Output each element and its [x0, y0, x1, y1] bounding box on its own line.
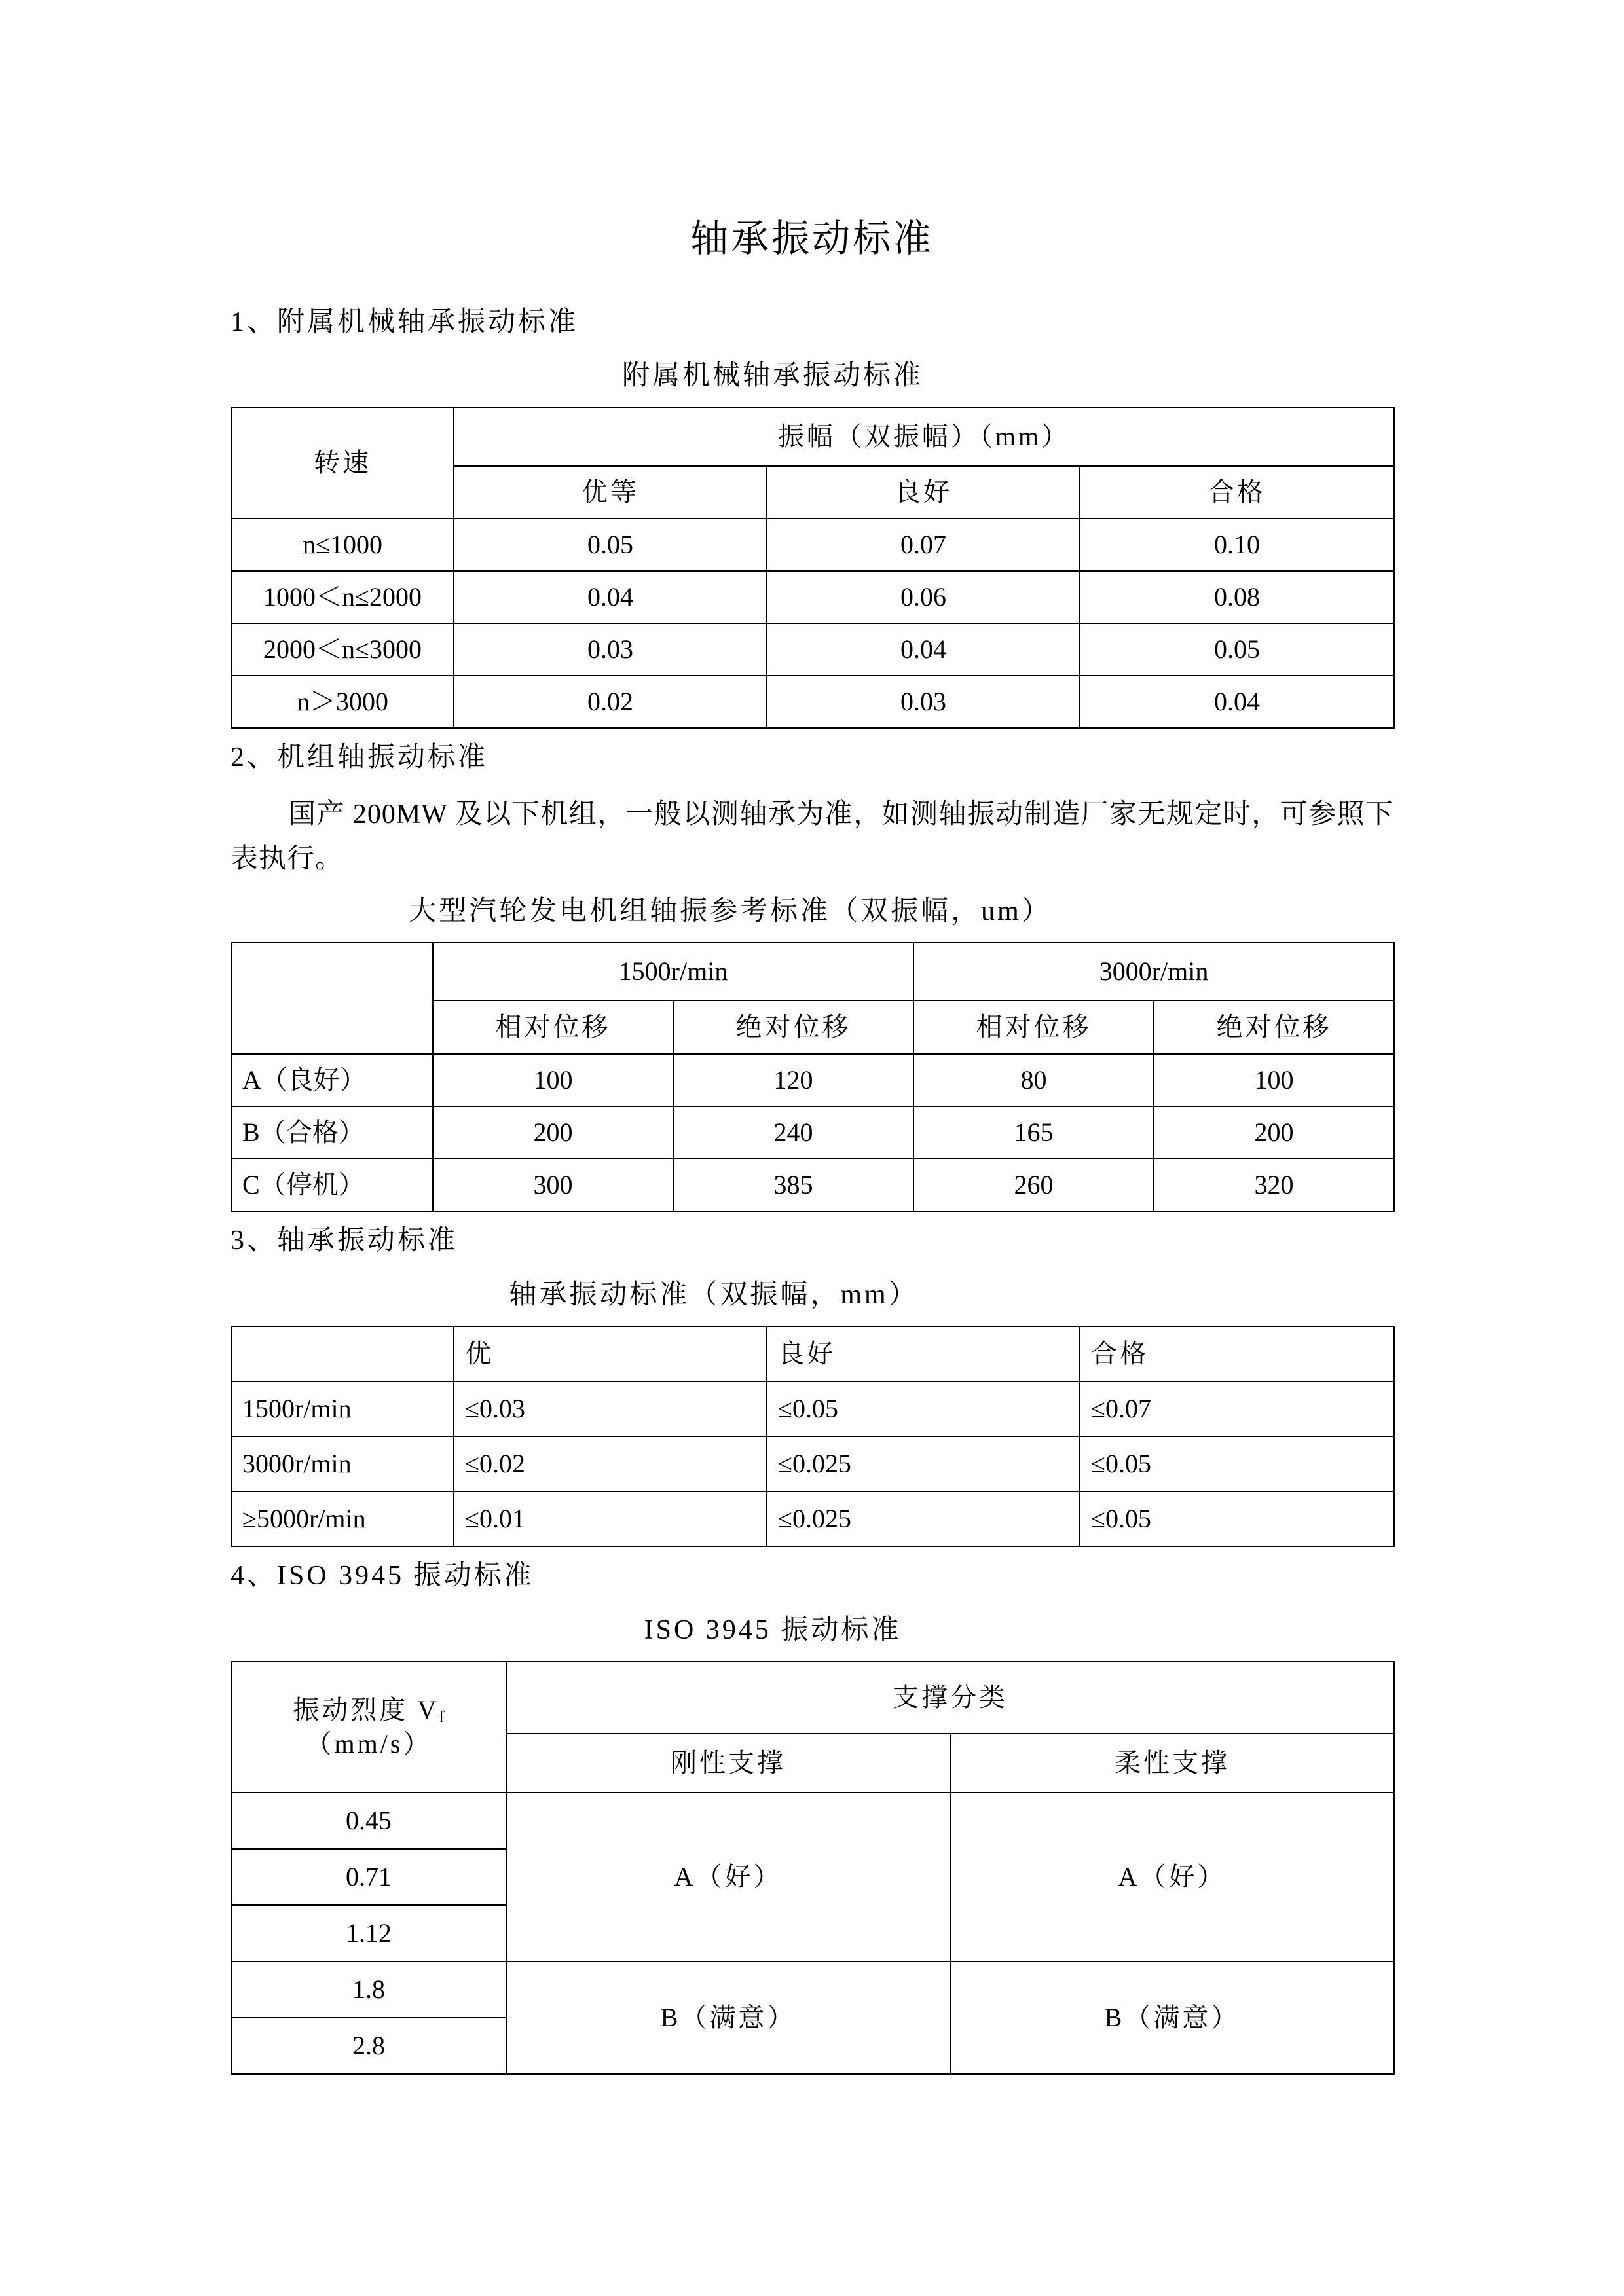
table-turbine-generator-shaft-vibration [231, 942, 1395, 1212]
cell-speed: 1500r/min [231, 1381, 454, 1436]
cell-flexible-grade: A（好） [950, 1793, 1394, 1961]
cell-flexible-grade: B（满意） [950, 1961, 1394, 2074]
cell-speed: ≥5000r/min [231, 1491, 454, 1546]
table-iso-3945-vibration-standard [231, 1661, 1395, 2075]
cell-value: 0.04 [454, 571, 767, 623]
cell-value: ≤0.02 [454, 1436, 767, 1491]
cell-speed: 3000r/min [231, 1436, 454, 1491]
table-row [231, 1491, 1394, 1546]
header-excellent: 优 [454, 1326, 767, 1381]
cell-value: 120 [673, 1054, 913, 1106]
table-header-row [231, 1326, 1394, 1381]
cell-value: ≤0.03 [454, 1381, 767, 1436]
header-excellent: 优等 [454, 466, 767, 519]
cell-speed: n＞3000 [231, 676, 454, 728]
cell-value: 0.10 [1080, 519, 1394, 571]
table-header-row [231, 407, 1394, 466]
table-row [231, 1381, 1394, 1436]
header-blank-corner [231, 1326, 454, 1381]
table-caption-3: 轴承振动标准（双振幅，mm） [509, 1280, 919, 1311]
table-row [231, 1961, 1394, 2018]
cell-value: 100 [1154, 1054, 1394, 1106]
header-good: 良好 [767, 1326, 1080, 1381]
header-speed-1500: 1500r/min [433, 943, 913, 1000]
header-rigid-support: 刚性支撑 [506, 1734, 950, 1793]
cell-value: 200 [433, 1106, 673, 1159]
header-blank-corner [231, 943, 433, 1054]
cell-vibration-severity: 2.8 [231, 2018, 506, 2074]
cell-value: 0.07 [767, 519, 1080, 571]
table-header-row [231, 943, 1394, 1000]
table-row [231, 623, 1394, 676]
cell-value: 0.02 [454, 676, 767, 728]
header-relative-displacement: 相对位移 [913, 1000, 1154, 1054]
section-heading-4: 4、ISO 3945 振动标准 [231, 1561, 534, 1591]
table-row [231, 676, 1394, 728]
cell-value: 385 [673, 1159, 913, 1211]
table-row [231, 519, 1394, 571]
table-caption-1: 附属机械轴承振动标准 [621, 361, 923, 392]
header-vibration-severity-subscript: f [439, 1708, 445, 1726]
cell-value: 0.05 [454, 519, 767, 571]
table-caption-4: ISO 3945 振动标准 [644, 1614, 902, 1645]
cell-value: ≤0.025 [767, 1436, 1080, 1491]
cell-value: 0.05 [1080, 623, 1394, 676]
header-good: 良好 [767, 466, 1080, 519]
cell-value: ≤0.01 [454, 1491, 767, 1546]
cell-speed: 1000＜n≤2000 [231, 571, 454, 623]
table-bearing-vibration-standard [231, 1326, 1395, 1547]
section-heading-1: 1、附属机械轴承振动标准 [231, 306, 579, 337]
cell-grade: B（合格） [231, 1106, 433, 1159]
cell-value: ≤0.025 [767, 1491, 1080, 1546]
cell-value: 0.06 [767, 571, 1080, 623]
header-relative-displacement: 相对位移 [433, 1000, 673, 1054]
table-row [231, 1436, 1394, 1491]
header-absolute-displacement: 绝对位移 [1154, 1000, 1394, 1054]
header-absolute-displacement: 绝对位移 [673, 1000, 913, 1054]
cell-value: 100 [433, 1054, 673, 1106]
section-heading-2: 2、机组轴振动标准 [231, 742, 489, 773]
table-row [231, 1106, 1394, 1159]
header-qualified: 合格 [1080, 466, 1394, 519]
header-amplitude-group: 振幅（双振幅）（mm） [454, 407, 1394, 466]
cell-value: 0.03 [454, 623, 767, 676]
table-caption-2: 大型汽轮发电机组轴振参考标准（双振幅，um） [409, 896, 1052, 927]
cell-rigid-grade: A（好） [506, 1793, 950, 1961]
cell-value: 0.04 [1080, 676, 1394, 728]
cell-vibration-severity: 0.45 [231, 1793, 506, 1849]
cell-value: 320 [1154, 1159, 1394, 1211]
header-vibration-severity [231, 1662, 506, 1793]
header-speed: 转速 [231, 407, 454, 519]
cell-vibration-severity: 1.8 [231, 1961, 506, 2018]
cell-value: ≤0.05 [767, 1381, 1080, 1436]
cell-vibration-severity: 0.71 [231, 1849, 506, 1905]
cell-value: ≤0.05 [1080, 1436, 1394, 1491]
table-header-row [231, 1662, 1394, 1734]
cell-value: ≤0.05 [1080, 1491, 1394, 1546]
header-support-classification: 支撑分类 [506, 1662, 1394, 1734]
cell-value: 0.03 [767, 676, 1080, 728]
cell-rigid-grade: B（满意） [506, 1961, 950, 2074]
table-row [231, 571, 1394, 623]
cell-value: ≤0.07 [1080, 1381, 1394, 1436]
cell-value: 165 [913, 1106, 1154, 1159]
cell-value: 0.04 [767, 623, 1080, 676]
table-attached-machinery-bearing-vibration [231, 407, 1395, 729]
header-qualified: 合格 [1080, 1326, 1394, 1381]
section-heading-3: 3、轴承振动标准 [231, 1226, 458, 1256]
cell-speed: 2000＜n≤3000 [231, 623, 454, 676]
table-row [231, 1159, 1394, 1211]
cell-value: 300 [433, 1159, 673, 1211]
cell-value: 260 [913, 1159, 1154, 1211]
cell-speed: n≤1000 [231, 519, 454, 571]
page-title: 轴承振动标准 [690, 217, 934, 260]
header-vibration-severity-pre: 振动烈度 V [293, 1694, 439, 1724]
table-row [231, 1793, 1394, 1849]
header-flexible-support: 柔性支撑 [950, 1734, 1394, 1793]
header-vibration-severity-unit: （mm/s） [305, 1729, 432, 1758]
cell-grade: A（良好） [231, 1054, 433, 1106]
header-speed-3000: 3000r/min [913, 943, 1394, 1000]
cell-value: 200 [1154, 1106, 1394, 1159]
cell-vibration-severity: 1.12 [231, 1905, 506, 1961]
cell-grade: C（停机） [231, 1159, 433, 1211]
cell-value: 240 [673, 1106, 913, 1159]
cell-value: 0.08 [1080, 571, 1394, 623]
cell-value: 80 [913, 1054, 1154, 1106]
section-2-paragraph: 国产 200MW 及以下机组，一般以测轴承为准，如测轴振动制造厂家无规定时，可参照下表执行。 [231, 799, 1393, 875]
table-row [231, 1054, 1394, 1106]
